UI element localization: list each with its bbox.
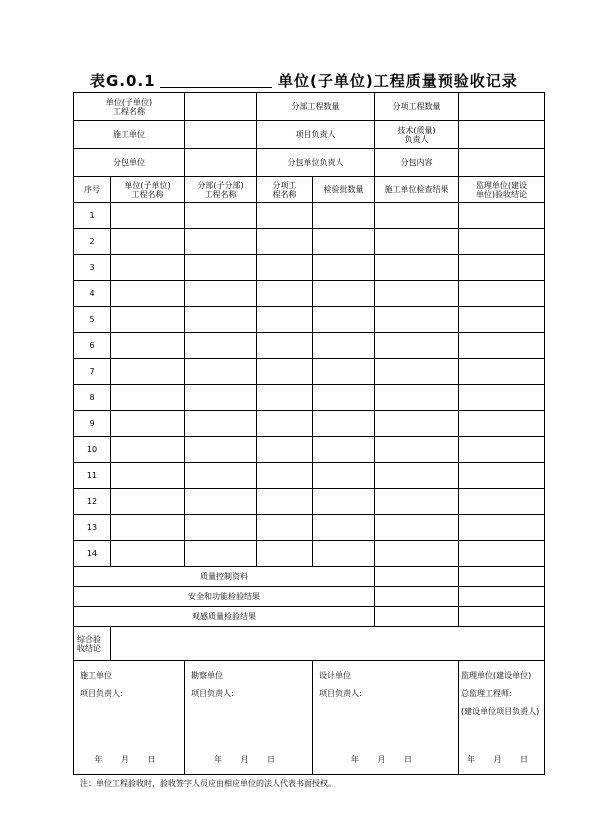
row-seq: 6 — [74, 333, 111, 359]
row-cell[interactable] — [111, 281, 185, 307]
project-manager-label: 项目负责人 — [257, 121, 375, 149]
sign-supervision-date: 年 月 日 — [466, 755, 537, 764]
table-row — [74, 489, 545, 515]
row-cell[interactable] — [257, 541, 313, 567]
table-row — [74, 255, 545, 281]
row-cell[interactable] — [313, 333, 375, 359]
row-cell[interactable] — [313, 515, 375, 541]
row-cell[interactable] — [375, 333, 459, 359]
row-cell[interactable] — [313, 255, 375, 281]
row-cell[interactable] — [111, 411, 185, 437]
row-cell[interactable] — [185, 489, 257, 515]
row-cell[interactable] — [185, 411, 257, 437]
sign-construction-person: 项目负责人: — [80, 689, 123, 698]
row-cell[interactable] — [375, 489, 459, 515]
construction-unit-label: 施工单位 — [74, 121, 185, 149]
subcontract-content-value[interactable] — [459, 149, 545, 177]
row-cell[interactable] — [185, 359, 257, 385]
row-cell[interactable] — [375, 411, 459, 437]
row-cell[interactable] — [185, 463, 257, 489]
row-cell[interactable] — [313, 489, 375, 515]
column-header-row — [74, 177, 545, 203]
row-cell[interactable] — [313, 307, 375, 333]
tech-manager-label: 技术(质量) 负责人 — [375, 121, 459, 149]
row-cell[interactable] — [257, 515, 313, 541]
row-cell[interactable] — [257, 463, 313, 489]
sign-design-person: 项目负责人: — [319, 689, 362, 698]
row-cell[interactable] — [257, 489, 313, 515]
table-row — [74, 307, 545, 333]
subcontract-content-label: 分包内容 — [375, 149, 459, 177]
row-cell[interactable] — [313, 281, 375, 307]
conclusion-label: 综合验 收结论 — [74, 627, 111, 661]
row-cell[interactable] — [185, 255, 257, 281]
row-seq: 1 — [74, 203, 111, 229]
subcontractor-label: 分包单位 — [74, 149, 185, 177]
row-cell[interactable] — [185, 437, 257, 463]
row-cell[interactable] — [111, 515, 185, 541]
subcontractor-manager-label: 分包单位负责人 — [257, 149, 375, 177]
row-cell[interactable] — [313, 385, 375, 411]
row-cell[interactable] — [459, 333, 545, 359]
row-cell[interactable] — [111, 333, 185, 359]
row-cell[interactable] — [459, 437, 545, 463]
row-cell[interactable] — [257, 281, 313, 307]
appearance-check-acceptance[interactable] — [459, 607, 545, 627]
sign-construction-date: 年 月 日 — [94, 755, 164, 764]
safety-check-acceptance[interactable] — [459, 587, 545, 607]
row-cell[interactable] — [257, 307, 313, 333]
sign-supervision-extra: (建设单位项目负责人) — [461, 707, 540, 716]
row-cell[interactable] — [375, 515, 459, 541]
row-cell[interactable] — [313, 437, 375, 463]
row-seq: 4 — [74, 281, 111, 307]
row-cell[interactable] — [257, 411, 313, 437]
row-cell[interactable] — [111, 359, 185, 385]
sign-supervision-unit: 监理单位(建设单位) — [461, 671, 532, 680]
row-cell[interactable] — [111, 203, 185, 229]
col-seq: 序号 — [74, 177, 111, 203]
row-cell[interactable] — [257, 203, 313, 229]
row-cell[interactable] — [459, 359, 545, 385]
row-cell[interactable] — [111, 463, 185, 489]
row-cell[interactable] — [313, 229, 375, 255]
row-cell[interactable] — [185, 385, 257, 411]
col-inspection-result: 施工单位检查结果 — [375, 177, 459, 203]
sign-design-unit: 设计单位 — [319, 671, 351, 680]
row-cell[interactable] — [313, 203, 375, 229]
sign-design-date: 年 月 日 — [350, 755, 421, 764]
sign-survey-date: 年 月 日 — [213, 755, 284, 764]
quality-docs-label: 质量控制资料 — [74, 567, 375, 587]
row-seq: 2 — [74, 229, 111, 255]
row-cell[interactable] — [459, 203, 545, 229]
form-id: 表G.0.1 — [90, 72, 156, 90]
col-division-name: 分部(子分部) 工程名称 — [185, 177, 257, 203]
col-batch-count: 检验批数量 — [313, 177, 375, 203]
row-cell[interactable] — [375, 203, 459, 229]
appearance-check-result[interactable] — [375, 607, 459, 627]
table-row — [74, 385, 545, 411]
row-cell[interactable] — [111, 541, 185, 567]
row-seq: 7 — [74, 359, 111, 385]
sign-construction-unit: 施工单位 — [80, 671, 112, 680]
table-row — [74, 229, 545, 255]
row-seq: 14 — [74, 541, 111, 567]
row-cell[interactable] — [185, 281, 257, 307]
row-seq: 12 — [74, 489, 111, 515]
construction-unit-value[interactable] — [185, 121, 257, 149]
row-seq: 11 — [74, 463, 111, 489]
row-cell[interactable] — [185, 515, 257, 541]
table-row — [74, 541, 545, 567]
table-row — [74, 515, 545, 541]
row-cell[interactable] — [375, 437, 459, 463]
row-cell[interactable] — [111, 255, 185, 281]
sign-supervision[interactable] — [459, 661, 545, 775]
row-cell[interactable] — [111, 489, 185, 515]
table-row — [74, 411, 545, 437]
tech-manager-value[interactable] — [459, 121, 545, 149]
sign-survey-unit: 勘察单位 — [191, 671, 223, 680]
row-cell[interactable] — [375, 463, 459, 489]
row-seq: 8 — [74, 385, 111, 411]
col-unit-name: 单位(子单位) 工程名称 — [111, 177, 185, 203]
table-row — [74, 359, 545, 385]
row-cell[interactable] — [257, 359, 313, 385]
unit-project-name-value[interactable] — [185, 93, 257, 121]
row-cell[interactable] — [185, 541, 257, 567]
row-seq: 10 — [74, 437, 111, 463]
form-title-row — [90, 70, 540, 92]
row-cell[interactable] — [313, 411, 375, 437]
division-count-label: 分部工程数量 — [257, 93, 375, 121]
row-cell[interactable] — [375, 359, 459, 385]
row-cell[interactable] — [257, 437, 313, 463]
row-cell[interactable] — [375, 541, 459, 567]
row-cell[interactable] — [459, 515, 545, 541]
row-cell[interactable] — [185, 333, 257, 359]
unit-project-name-label: 单位(子单位) 工程名称 — [74, 93, 185, 121]
row-cell[interactable] — [257, 385, 313, 411]
quality-docs-result[interactable] — [375, 567, 459, 587]
row-cell[interactable] — [375, 229, 459, 255]
row-cell[interactable] — [313, 359, 375, 385]
sign-construction[interactable] — [74, 661, 185, 775]
conclusion-value[interactable] — [111, 627, 545, 661]
row-seq: 5 — [74, 307, 111, 333]
quality-docs-acceptance[interactable] — [459, 567, 545, 587]
table-row — [74, 437, 545, 463]
table-row — [74, 333, 545, 359]
row-cell[interactable] — [459, 385, 545, 411]
sign-survey[interactable] — [185, 661, 313, 775]
col-acceptance: 监理单位(建设 单位)验收结论 — [459, 177, 545, 203]
footer-note: 注：单位工程验收时，验收签字人员应由相应单位的法人代表书面授权。 — [80, 779, 336, 788]
row-cell[interactable] — [257, 255, 313, 281]
subitem-count-value[interactable] — [459, 93, 545, 121]
row-cell[interactable] — [375, 307, 459, 333]
row-cell[interactable] — [185, 203, 257, 229]
safety-check-result[interactable] — [375, 587, 459, 607]
row-cell[interactable] — [459, 255, 545, 281]
sign-survey-person: 项目负责人: — [191, 689, 234, 698]
row-cell[interactable] — [459, 411, 545, 437]
sign-design[interactable] — [313, 661, 459, 775]
row-cell[interactable] — [111, 437, 185, 463]
row-cell[interactable] — [111, 307, 185, 333]
row-seq: 9 — [74, 411, 111, 437]
acceptance-record-table — [73, 92, 545, 775]
table-row — [74, 203, 545, 229]
row-cell[interactable] — [459, 281, 545, 307]
row-seq: 13 — [74, 515, 111, 541]
row-cell[interactable] — [313, 463, 375, 489]
form-title: 单位(子单位)工程质量预验收记录 — [278, 72, 518, 90]
row-cell[interactable] — [185, 307, 257, 333]
appearance-check-label: 观感质量检验结果 — [74, 607, 375, 627]
row-cell[interactable] — [313, 541, 375, 567]
subcontractor-value[interactable] — [185, 149, 257, 177]
row-cell[interactable] — [257, 333, 313, 359]
row-cell[interactable] — [185, 229, 257, 255]
row-cell[interactable] — [459, 463, 545, 489]
row-cell[interactable] — [375, 385, 459, 411]
row-cell[interactable] — [459, 489, 545, 515]
row-cell[interactable] — [459, 307, 545, 333]
subitem-count-label: 分项工程数量 — [375, 93, 459, 121]
sign-supervision-person: 总监理工程师: — [461, 689, 512, 698]
safety-check-label: 安全和功能检验结果 — [74, 587, 375, 607]
row-cell[interactable] — [459, 229, 545, 255]
row-cell[interactable] — [111, 385, 185, 411]
row-cell[interactable] — [459, 541, 545, 567]
row-cell[interactable] — [111, 229, 185, 255]
table-row — [74, 281, 545, 307]
row-seq: 3 — [74, 255, 111, 281]
row-cell[interactable] — [257, 229, 313, 255]
table-row — [74, 463, 545, 489]
row-cell[interactable] — [375, 281, 459, 307]
row-cell[interactable] — [375, 255, 459, 281]
signature-row — [74, 661, 545, 775]
project-name-blank[interactable] — [160, 87, 272, 88]
col-subitem-name: 分项工 程名称 — [257, 177, 313, 203]
